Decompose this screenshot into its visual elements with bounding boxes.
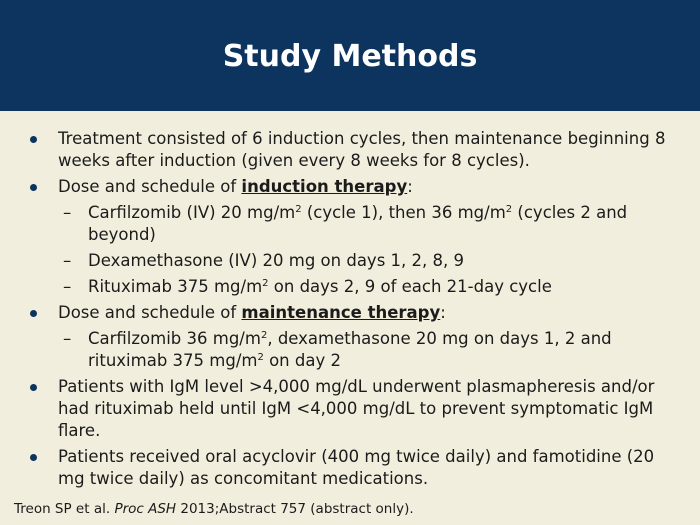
bullet-dot-icon [30, 184, 37, 191]
superscript: 2 [262, 278, 269, 289]
bullet-text: : [407, 177, 413, 196]
sub-bullet-text: , dexamethasone 20 mg on days 1, 2 and rituximab 375 mg/m [88, 329, 612, 370]
sub-bullet-carfilzomib-induction [0, 202, 700, 246]
sub-bullet-text: on days 2, 9 of each 21-day cycle [268, 277, 552, 296]
slide-title: Study Methods [222, 39, 478, 74]
bullet-dot-icon [30, 454, 37, 461]
bullet-text: : [440, 303, 446, 322]
bullet-treatment [0, 128, 700, 172]
citation-authors: Treon SP et al. [14, 501, 115, 517]
sub-bullet-text: Rituximab 375 mg/m [88, 277, 263, 296]
bullet-dot-icon [30, 136, 37, 143]
sub-bullet-text: Carfilzomib 36 mg/m [88, 329, 261, 348]
bullet-maintenance [0, 302, 700, 324]
sub-bullet-rituximab-induction [0, 276, 700, 298]
bullet-text: Patients received oral acyclovir (400 mg twice daily) and famotidine (20 mg twice daily) as concomitant medications. [58, 447, 655, 488]
dash-marker: – [63, 203, 72, 222]
superscript: 2 [295, 204, 302, 215]
superscript: 2 [505, 204, 513, 215]
bullet-induction [0, 176, 700, 198]
bullet-text: Patients with IgM level >4,000 mg/dL underwent plasmapheresis and/or had rituximab held until IgM <4,000 mg/dL to prevent symptomatic IgM flare. [58, 377, 655, 440]
bullet-text: Dose and schedule of [58, 177, 242, 196]
bullet-text: Treatment consisted of 6 induction cycles, then maintenance beginning 8 weeks after induction (given every 8 weeks for 8 cycles). [58, 129, 666, 170]
superscript: 2 [257, 352, 264, 363]
dash-marker: – [63, 329, 72, 348]
sub-bullet-text: on day 2 [263, 351, 341, 370]
sub-bullet-text: Carfilzomib (IV) 20 mg/m [88, 203, 296, 222]
dash-marker: – [63, 251, 72, 270]
slide-content [0, 128, 700, 494]
sub-bullet-text: Dexamethasone (IV) 20 mg on days 1, 2, 8, 9 [88, 251, 465, 270]
bullet-text: Dose and schedule of [58, 303, 242, 322]
superscript: 2 [260, 330, 268, 341]
citation [14, 500, 414, 518]
bullet-plasmapheresis [0, 376, 700, 442]
title-bar [0, 0, 700, 111]
sub-bullet-maintenance-regimen [0, 328, 700, 372]
bullet-dot-icon [30, 384, 37, 391]
bullet-dot-icon [30, 310, 37, 317]
dash-marker: – [63, 277, 72, 296]
citation-journal: Proc ASH [114, 501, 177, 517]
emphasis-maintenance-therapy: maintenance therapy [241, 303, 441, 322]
emphasis-induction-therapy: induction therapy [241, 177, 408, 196]
sub-bullet-text: (cycle 1), then 36 mg/m [301, 203, 506, 222]
sub-bullet-text: (cycles 2 and beyond) [88, 203, 628, 244]
bullet-concomitant-medications [0, 446, 700, 490]
sub-bullet-dexamethasone-induction [0, 250, 700, 272]
citation-details: 2013;Abstract 757 (abstract only). [176, 501, 414, 517]
